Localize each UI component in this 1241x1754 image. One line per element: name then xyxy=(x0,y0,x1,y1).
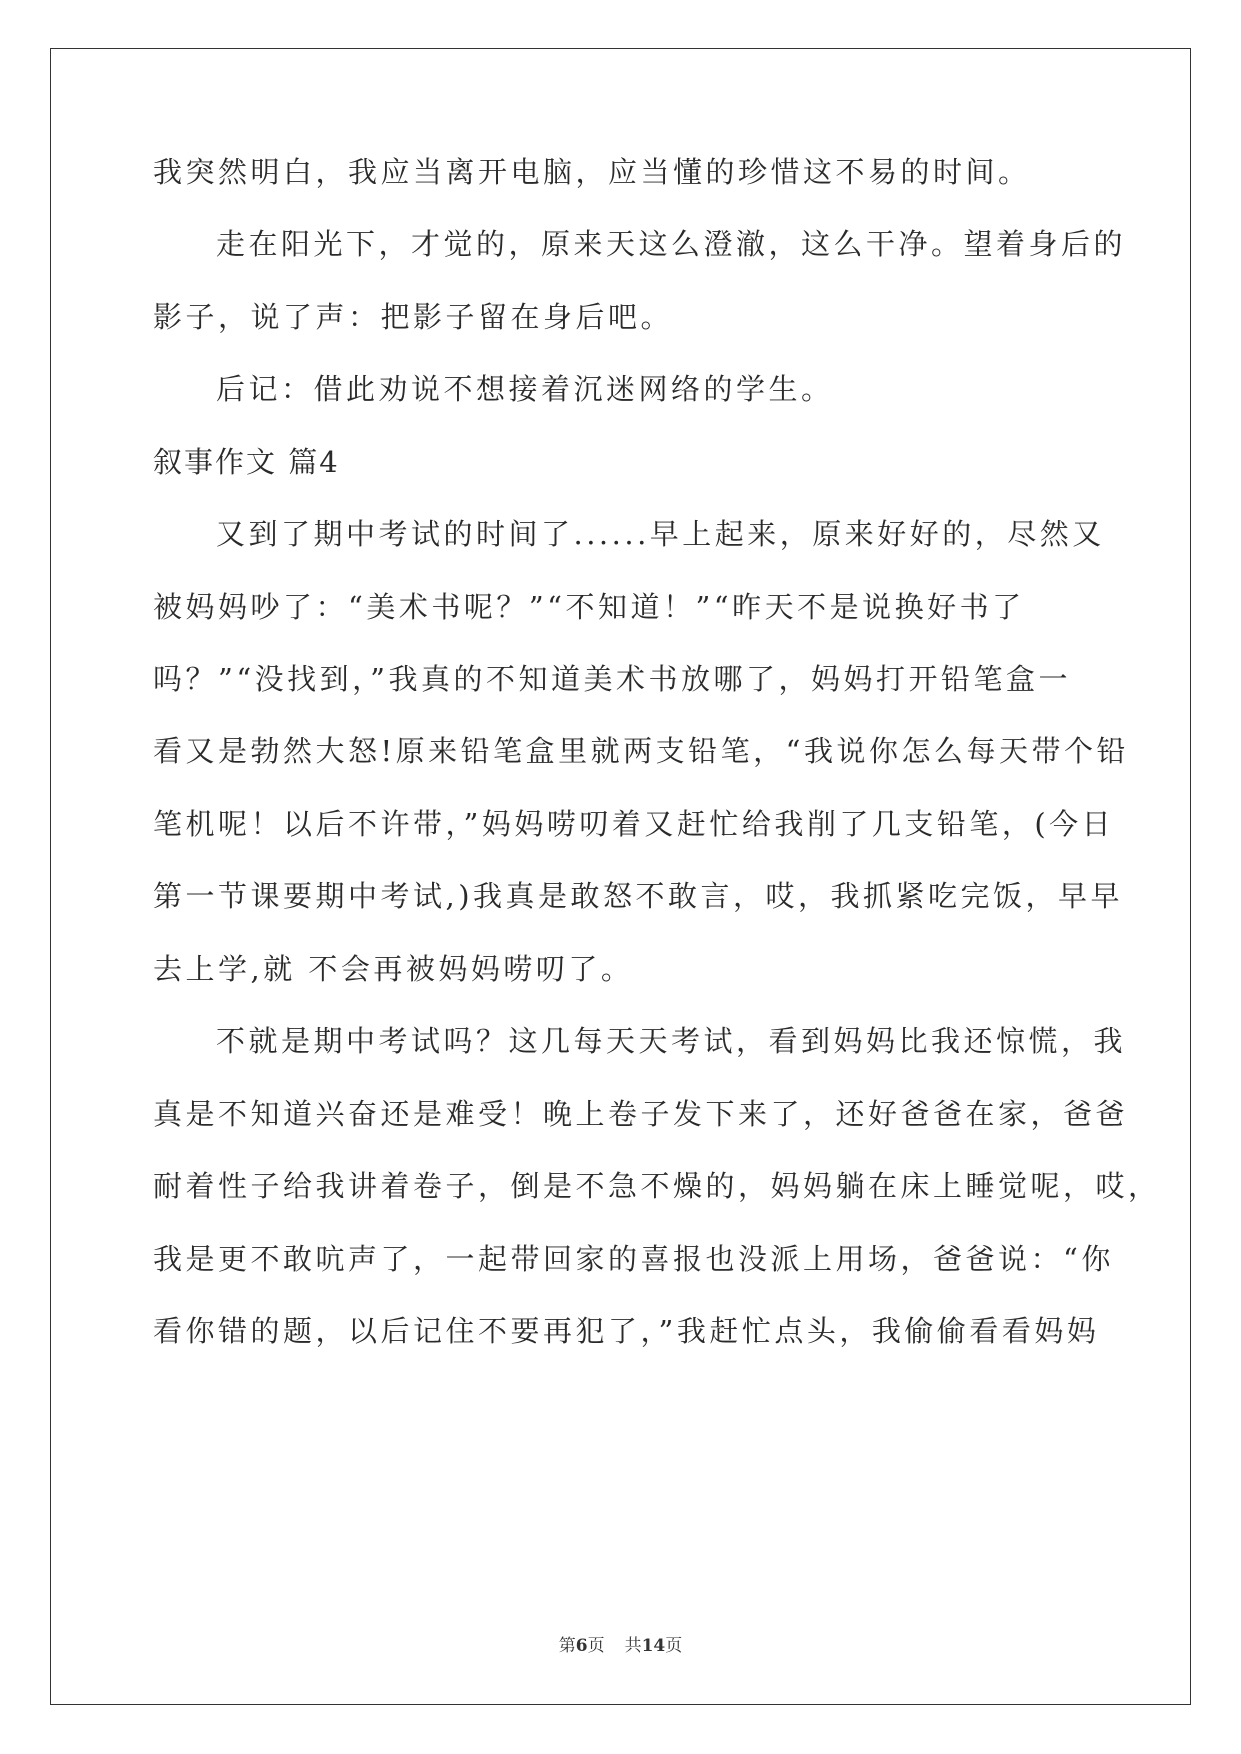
paragraph-first-line: 又到了期中考试的时间了......早上起来，原来好好的，尽然又 xyxy=(216,517,1105,551)
body-line: 去上学,就 不会再被妈妈唠叨了。 xyxy=(153,952,634,986)
total-page-count: 14 xyxy=(641,1636,666,1656)
body-line: 笔机呢！以后不许带，”妈妈唠叨着又赶忙给我削了几支铅笔，(今日 xyxy=(153,807,1115,841)
body-line: 第一节课要期中考试,)我真是敢怒不敢言，哎，我抓紧吃完饭，早早 xyxy=(153,879,1124,913)
body-line: 吗？”“没找到，”我真的不知道美术书放哪了，妈妈打开铅笔盒一 xyxy=(153,662,1071,696)
paragraph-first-line: 走在阳光下，才觉的，原来天这么澄澈，这么干净。望着身后的 xyxy=(216,227,1127,261)
page-footer xyxy=(0,1638,1241,1655)
page-prefix: 第 xyxy=(558,1636,576,1656)
total-suffix: 页 xyxy=(665,1636,683,1656)
body-line: 看又是勃然大怒!原来铅笔盒里就两支铅笔，“我说你怎么每天带个铅 xyxy=(153,734,1129,768)
page-suffix: 页 xyxy=(587,1636,605,1656)
body-line: 耐着性子给我讲着卷子，倒是不急不燥的，妈妈躺在床上睡觉呢，哎， xyxy=(153,1169,1161,1203)
page-border xyxy=(50,48,1191,1705)
total-prefix: 共 xyxy=(624,1636,642,1656)
body-line: 被妈妈吵了：“美术书呢？”“不知道！”“昨天不是说换好书了 xyxy=(153,590,1025,624)
paragraph-first-line: 后记：借此劝说不想接着沉迷网络的学生。 xyxy=(216,372,834,406)
section-heading: 叙事作文 篇4 xyxy=(153,445,340,479)
body-line: 我是更不敢吭声了，一起带回家的喜报也没派上用场，爸爸说：“你 xyxy=(153,1242,1114,1276)
body-line: 看你错的题，以后记住不要再犯了，”我赶忙点头，我偷偷看看妈妈 xyxy=(153,1314,1100,1348)
body-line: 我突然明白，我应当离开电脑，应当懂的珍惜这不易的时间。 xyxy=(153,155,1031,189)
paragraph-first-line: 不就是期中考试吗？这几每天天考试，看到妈妈比我还惊慌，我 xyxy=(216,1024,1127,1058)
current-page-number: 6 xyxy=(575,1636,588,1656)
body-line: 真是不知道兴奋还是难受！晚上卷子发下来了，还好爸爸在家，爸爸 xyxy=(153,1097,1129,1131)
body-line: 影子，说了声：把影子留在身后吧。 xyxy=(153,300,674,334)
